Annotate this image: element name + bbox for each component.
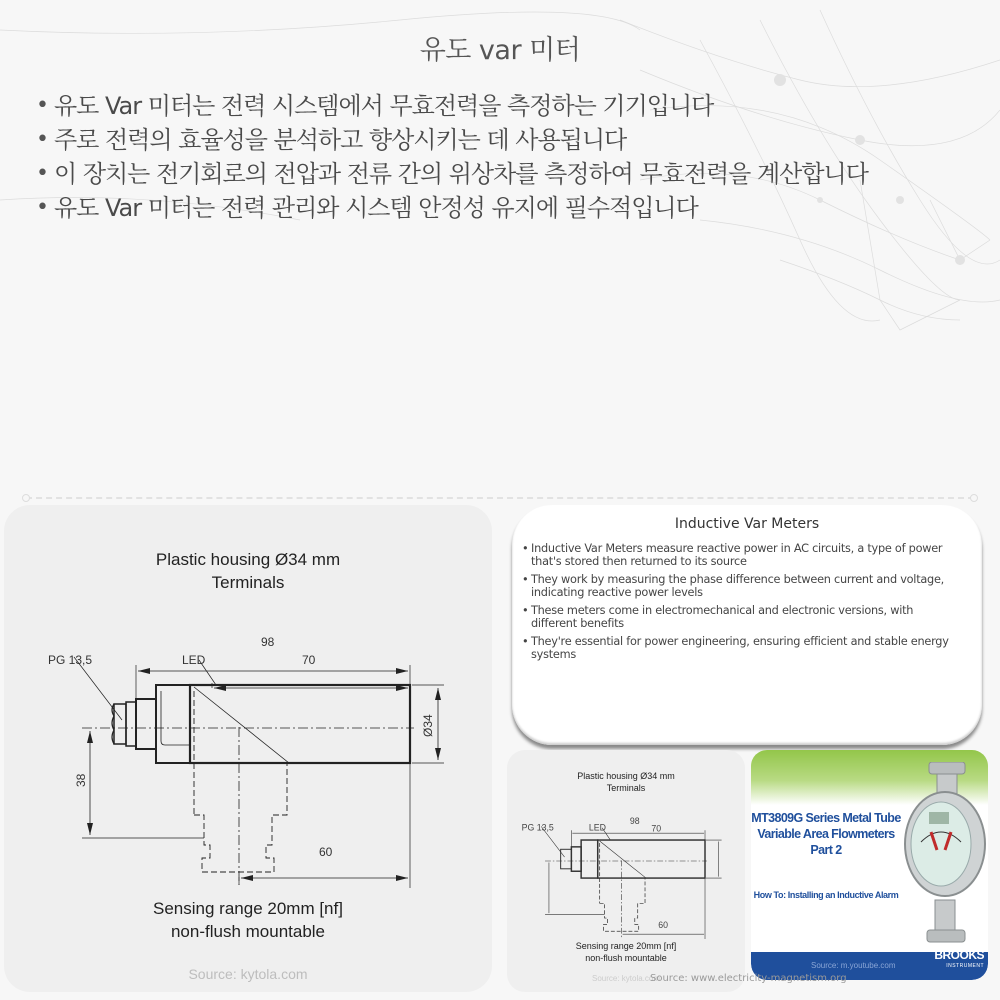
diagram-card (4, 505, 492, 992)
summary-card (512, 505, 982, 745)
thumb-dim-98-label: 98 (629, 815, 640, 826)
diagram-thumbnail-card (507, 750, 745, 992)
video-title-line2: Variable Area Flowmeters (757, 827, 895, 841)
thumb-dim-70-label: 70 (651, 823, 662, 834)
divider-end-dot (22, 494, 30, 502)
video-thumbnail[interactable] (751, 750, 988, 980)
brooks-logo (934, 950, 984, 972)
diagram-heading-line1: Plastic housing Ø34 mm (155, 550, 341, 569)
led-label: LED (182, 653, 206, 667)
brand-sub: INSTRUMENT (946, 963, 984, 969)
thumb-pg-label: PG 13,5 (521, 822, 554, 833)
summary-bullet: • They work by measuring the phase difference between current and voltage, indicating reactive power levels (522, 574, 962, 599)
background-network-pattern (0, 0, 1000, 480)
diagram-footer (4, 897, 492, 943)
thumb-heading-line2: Terminals (606, 783, 646, 793)
thumb-footer-line1: Sensing range 20mm [nf] (575, 941, 677, 951)
video-subtitle: How To: Installing an Inductive Alarm (753, 890, 899, 900)
summary-bullet: • These meters come in electromechanical and electronic versions, with different benefits (522, 605, 962, 630)
video-title-line1: MT3809G Series Metal Tube (751, 811, 901, 825)
divider-end-dot (970, 494, 978, 502)
dim-34-label: Ø34 (421, 714, 435, 737)
video-source: Source: m.youtube.com (811, 961, 896, 970)
slide-bullet: • 유도 Var 미터는 전력 시스템에서 무효전력을 측정하는 기기입니다 (36, 94, 936, 118)
slide-bullet: • 주로 전력의 효율성을 분석하고 향상시키는 데 사용됩니다 (36, 128, 936, 152)
summary-bullet: • Inductive Var Meters measure reactive power in AC circuits, a type of power that's stored then returned to its source (522, 543, 962, 568)
pg-label: PG 13,5 (48, 653, 93, 667)
diagram-footer-line1: Sensing range 20mm [nf] (153, 899, 343, 918)
slide-bullet-list (36, 94, 936, 230)
summary-bullet-list (522, 543, 962, 667)
thumb-footer-line2: non-flush mountable (585, 953, 667, 963)
dim-38-label: 38 (74, 773, 88, 787)
slide-title: 유도 var 미터 (419, 35, 581, 66)
flowmeter-image (901, 762, 988, 952)
summary-card-title: Inductive Var Meters (674, 516, 820, 532)
diagram-source: Source: kytola.com (188, 966, 308, 982)
thumb-led-label: LED (588, 822, 606, 833)
video-title-line3: Part 2 (810, 843, 842, 857)
brand-name: BROOKS (934, 948, 984, 962)
thumb-dim-60-label: 60 (658, 919, 668, 930)
diagram-heading-line2: Terminals (211, 573, 285, 592)
dim-70-label: 70 (302, 653, 316, 667)
diagram-footer-line2: non-flush mountable (170, 922, 326, 941)
video-title (751, 810, 901, 858)
dim-98-label: 98 (261, 635, 275, 649)
thumb-footer (507, 940, 745, 964)
slide-bullet: • 이 장치는 전기회로의 전압과 전류 간의 위상차를 측정하여 무효전력을 계산합니다 (36, 162, 914, 186)
thumb-heading-line1: Plastic housing Ø34 mm (577, 771, 675, 781)
dim-60-label: 60 (319, 845, 333, 859)
overlay-source: Source: www.electricity-magnetism.org (650, 973, 847, 984)
section-divider (26, 497, 974, 499)
thumb-source: Source: kytola.com (591, 974, 661, 983)
slide-bullet: • 유도 Var 미터는 전력 관리와 시스템 안정성 유지에 필수적입니다 (36, 196, 936, 220)
summary-bullet: • They're essential for power engineering, ensuring efficient and stable energy systems (522, 636, 962, 661)
